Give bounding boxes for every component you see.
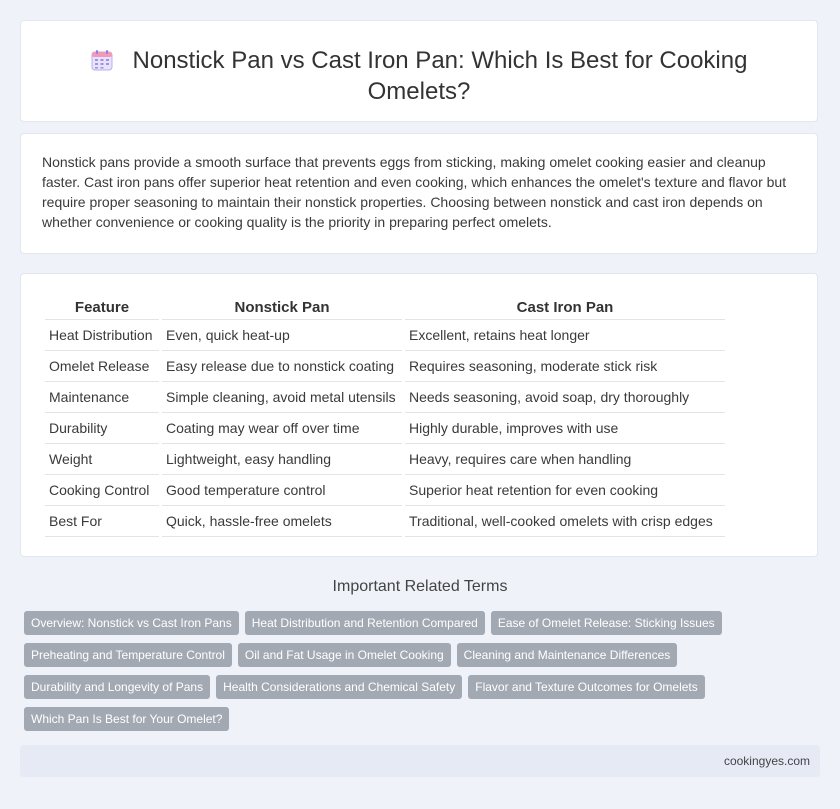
calendar-icon <box>91 49 113 71</box>
related-term-tag[interactable]: Overview: Nonstick vs Cast Iron Pans <box>24 611 239 635</box>
intro-card <box>20 133 818 254</box>
comparison-table <box>42 295 728 537</box>
table-cell: Simple cleaning, avoid metal utensils <box>162 382 402 413</box>
table-row <box>45 475 725 506</box>
table-cell: Quick, hassle-free omelets <box>162 506 402 537</box>
table-cell: Requires seasoning, moderate stick risk <box>405 351 725 382</box>
table-row <box>45 320 725 351</box>
footer <box>20 745 820 777</box>
related-term-tag[interactable]: Preheating and Temperature Control <box>24 643 232 667</box>
table-cell: Lightweight, easy handling <box>162 444 402 475</box>
table-cell: Heavy, requires care when handling <box>405 444 725 475</box>
related-term-tag[interactable]: Health Considerations and Chemical Safety <box>216 675 462 699</box>
title-card <box>20 20 818 122</box>
intro-paragraph: Nonstick pans provide a smooth surface that prevents eggs from sticking, making omelet cooking easier and cleanup faster. Cast iron pans offer superior heat retention and even cooking, which enhances the omelet's texture and flavor but require proper seasoning to maintain their nonstick properties. Choosing between nonstick and cast iron depends on whether convenience or cooking quality is the priority in preparing perfect omelets. <box>42 154 787 230</box>
related-term-tag[interactable]: Heat Distribution and Retention Compared <box>245 611 485 635</box>
comparison-card <box>20 273 818 557</box>
table-cell: Durability <box>45 413 159 444</box>
table-cell: Even, quick heat-up <box>162 320 402 351</box>
table-row <box>45 444 725 475</box>
related-term-tag[interactable]: Which Pan Is Best for Your Omelet? <box>24 707 229 731</box>
table-cell: Good temperature control <box>162 475 402 506</box>
table-cell: Maintenance <box>45 382 159 413</box>
table-cell: Needs seasoning, avoid soap, dry thoroughly <box>405 382 725 413</box>
related-term-tag[interactable]: Oil and Fat Usage in Omelet Cooking <box>238 643 451 667</box>
table-cell: Coating may wear off over time <box>162 413 402 444</box>
table-cell: Best For <box>45 506 159 537</box>
table-cell: Omelet Release <box>45 351 159 382</box>
column-header-cast-iron: Cast Iron Pan <box>405 295 725 320</box>
related-term-tag[interactable]: Flavor and Texture Outcomes for Omelets <box>468 675 705 699</box>
table-cell: Heat Distribution <box>45 320 159 351</box>
table-cell: Cooking Control <box>45 475 159 506</box>
table-cell: Superior heat retention for even cooking <box>405 475 725 506</box>
table-row <box>45 413 725 444</box>
table-cell: Easy release due to nonstick coating <box>162 351 402 382</box>
table-cell: Weight <box>45 444 159 475</box>
page-title: Nonstick Pan vs Cast Iron Pan: Which Is Best for Cooking Omelets? <box>132 47 748 105</box>
related-terms-list <box>24 611 744 739</box>
table-cell: Highly durable, improves with use <box>405 413 725 444</box>
table-row <box>45 506 725 537</box>
footer-site-link[interactable]: cookingyes.com <box>723 754 810 768</box>
related-term-tag[interactable]: Cleaning and Maintenance Differences <box>457 643 678 667</box>
page-title-block <box>21 45 817 107</box>
column-header-feature: Feature <box>45 295 159 320</box>
column-header-nonstick: Nonstick Pan <box>162 295 402 320</box>
related-term-tag[interactable]: Ease of Omelet Release: Sticking Issues <box>491 611 722 635</box>
related-term-tag[interactable]: Durability and Longevity of Pans <box>24 675 210 699</box>
table-cell: Excellent, retains heat longer <box>405 320 725 351</box>
table-row <box>45 382 725 413</box>
table-row <box>45 351 725 382</box>
related-terms-heading: Important Related Terms <box>332 578 508 595</box>
table-cell: Traditional, well-cooked omelets with crisp edges <box>405 506 725 537</box>
table-header-row <box>45 295 725 320</box>
